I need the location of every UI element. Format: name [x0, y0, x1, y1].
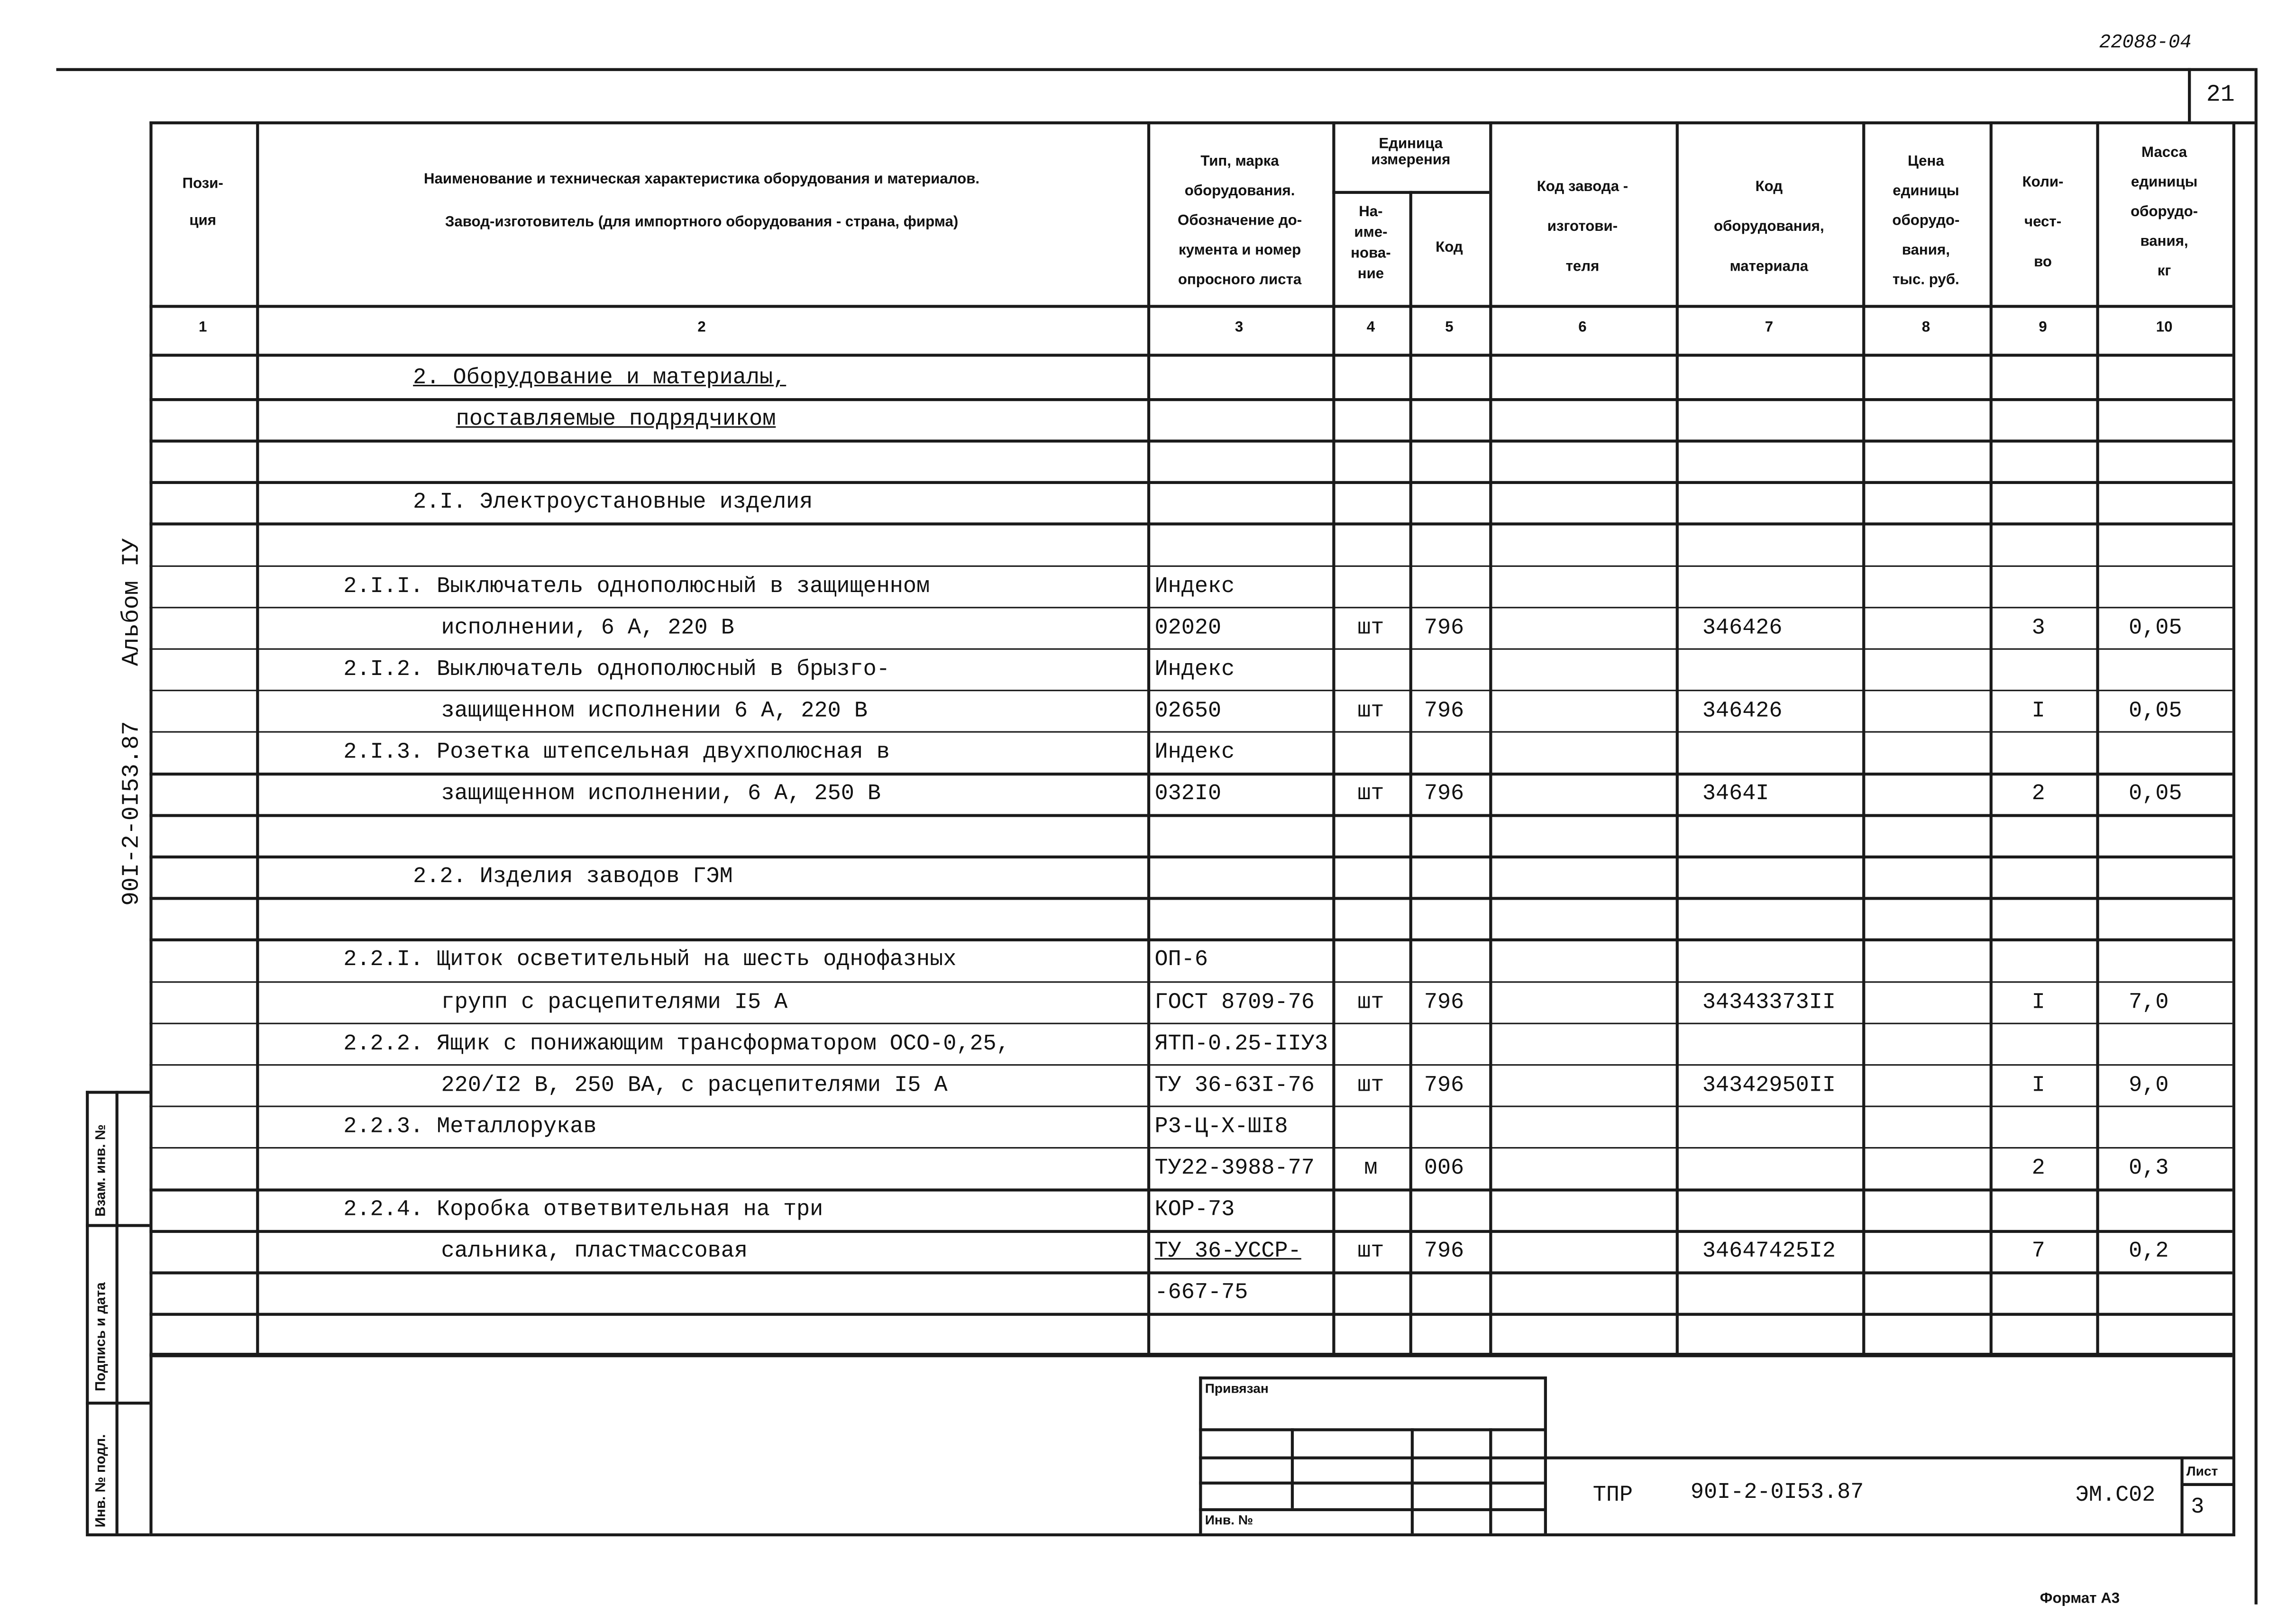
item-type: 02650 — [1154, 698, 1222, 724]
equipment-code: 3464I — [1702, 781, 1769, 807]
item-type: Индекс — [1154, 656, 1235, 682]
item-type: ОП-6 — [1154, 948, 1208, 973]
header-equipment-code: Код оборудования, материала — [1714, 179, 1824, 275]
equipment-code: 34343373II — [1702, 989, 1836, 1015]
item-name: защищенном исполнении, 6 А, 250 В — [441, 781, 881, 807]
item-name: 2.I.I. Выключатель однополюсный в защищенном — [343, 573, 930, 599]
item-type: ТУ 36-УССР- — [1154, 1239, 1301, 1264]
unit-code: 006 — [1424, 1156, 1464, 1181]
drawing-mark: ЭМ.С02 — [2075, 1483, 2156, 1508]
column-number: 10 — [2156, 319, 2173, 336]
stamp-signature-date: Подпись и дата — [93, 1282, 110, 1392]
equipment-code: 34647425I2 — [1702, 1239, 1836, 1264]
item-type: Р3-Ц-Х-ШI8 — [1154, 1114, 1288, 1140]
quantity: I — [2031, 698, 2045, 724]
equipment-code: 34342950II — [1702, 1072, 1836, 1098]
inv-no-label: Инв. № — [1205, 1513, 1253, 1528]
sheet-label: Лист — [2186, 1464, 2218, 1479]
format-label: Формат А3 — [2040, 1591, 2120, 1608]
doc-code-top: 22088-04 — [2099, 31, 2192, 54]
item-name: защищенном исполнении 6 А, 220 В — [441, 698, 868, 724]
unit-code: 796 — [1424, 615, 1464, 640]
item-name: 2. Оборудование и материалы, — [413, 365, 787, 391]
header-unit-name: На- име- нова- ние — [1351, 204, 1391, 283]
mass: 7,0 — [2129, 989, 2169, 1015]
album-label: Альбом IУ — [118, 538, 146, 666]
unit-code: 796 — [1424, 989, 1464, 1015]
header-unit-group: Единица измерения — [1371, 136, 1451, 169]
item-name: 2.I.2. Выключатель однополюсный в брызго- — [343, 656, 890, 682]
column-number: 1 — [199, 319, 207, 336]
item-name: 2.2.3. Металлорукав — [343, 1114, 597, 1140]
sheet-number-corner: 21 — [2206, 81, 2235, 108]
mass: 0,05 — [2129, 698, 2182, 724]
column-number: 2 — [697, 319, 706, 336]
item-name: исполнении, 6 А, 220 В — [441, 615, 734, 640]
item-type: Индекс — [1154, 573, 1235, 599]
quantity: 2 — [2031, 781, 2045, 807]
item-name: 2.I.3. Розетка штепсельная двухполюсная в — [343, 739, 890, 765]
header-unit-code: Код — [1436, 239, 1463, 256]
quantity: I — [2031, 1072, 2045, 1098]
quantity: 2 — [2031, 1156, 2045, 1181]
item-type: КОР-73 — [1154, 1197, 1235, 1223]
project-number: 90I-2-0I53.87 — [1690, 1480, 1864, 1505]
column-number: 4 — [1366, 319, 1375, 336]
equipment-code: 346426 — [1702, 615, 1783, 640]
unit-code: 796 — [1424, 1239, 1464, 1264]
column-number: 6 — [1578, 319, 1587, 336]
project-label: 90I-2-0I53.87 — [118, 721, 146, 906]
unit-name: шт — [1357, 1239, 1384, 1264]
header-type: Тип, марка оборудования. Обозначение до- кумента и номер опросного листа — [1178, 154, 1302, 289]
header-position: Пози- ция — [182, 176, 223, 229]
unit-name: шт — [1357, 989, 1384, 1015]
unit-code: 796 — [1424, 1072, 1464, 1098]
stamp-replacement-inv: Взам. инв. № — [93, 1124, 110, 1217]
item-name: групп с расцепителями I5 А — [441, 989, 788, 1015]
column-number: 9 — [2039, 319, 2047, 336]
item-name: сальника, пластмассовая — [441, 1239, 748, 1264]
tpr-label: ТПР — [1592, 1483, 1633, 1508]
header-plant-code: Код завода - изготови- теля — [1537, 179, 1628, 275]
quantity: 7 — [2031, 1239, 2045, 1264]
quantity: I — [2031, 989, 2045, 1015]
item-name: 2.2.4. Коробка ответвительная на три — [343, 1197, 823, 1223]
column-number: 8 — [1921, 319, 1930, 336]
item-type: -667-75 — [1154, 1280, 1248, 1306]
header-price: Цена единицы оборудо- вания, тыс. руб. — [1892, 154, 1960, 289]
item-name: 2.2.2. Ящик с понижающим трансформатором ОСО-0,25, — [343, 1031, 1010, 1057]
item-name: 2.2.I. Щиток осветительный на шесть однофазных — [343, 948, 957, 973]
column-number: 5 — [1445, 319, 1454, 336]
quantity: 3 — [2031, 615, 2045, 640]
mass: 0,05 — [2129, 781, 2182, 807]
item-type: ГОСТ 8709-76 — [1154, 989, 1315, 1015]
column-number: 7 — [1765, 319, 1774, 336]
header-quantity: Коли- чест- во — [2022, 174, 2064, 271]
mass: 9,0 — [2129, 1072, 2169, 1098]
item-type: Индекс — [1154, 739, 1235, 765]
column-number: 3 — [1235, 319, 1244, 336]
header-mass: Масса единицы оборудо- вания, кг — [2131, 145, 2198, 280]
unit-name: шт — [1357, 698, 1384, 724]
header-name: Наименование и техническая характеристика оборудования и материалов. Завод-изготовитель (для импортного оборудования - страна, фирма) — [423, 172, 980, 231]
item-type: 02020 — [1154, 615, 1222, 640]
stamp-original-inv: Инв. № подл. — [93, 1434, 110, 1528]
privyazan-label: Привязан — [1205, 1381, 1269, 1396]
unit-name: шт — [1357, 1072, 1384, 1098]
unit-code: 796 — [1424, 698, 1464, 724]
item-type: ТУ 36-63I-76 — [1154, 1072, 1315, 1098]
item-type: 032I0 — [1154, 781, 1222, 807]
mass: 0,3 — [2129, 1156, 2169, 1181]
unit-name: м — [1364, 1156, 1378, 1181]
mass: 0,2 — [2129, 1239, 2169, 1264]
item-name: поставляемые подрядчиком — [456, 407, 776, 433]
equipment-code: 346426 — [1702, 698, 1783, 724]
unit-name: шт — [1357, 615, 1384, 640]
item-name: 220/I2 В, 250 ВА, с расцепителями I5 А — [441, 1072, 948, 1098]
item-name: 2.I. Электроустановные изделия — [413, 490, 813, 516]
item-type: ТУ22-3988-77 — [1154, 1156, 1315, 1181]
sheet-number: 3 — [2191, 1495, 2205, 1520]
item-type: ЯТП-0.25-IIУ3 — [1154, 1031, 1328, 1057]
unit-code: 796 — [1424, 781, 1464, 807]
mass: 0,05 — [2129, 615, 2182, 640]
item-name: 2.2. Изделия заводов ГЭМ — [413, 865, 733, 890]
unit-name: шт — [1357, 781, 1384, 807]
